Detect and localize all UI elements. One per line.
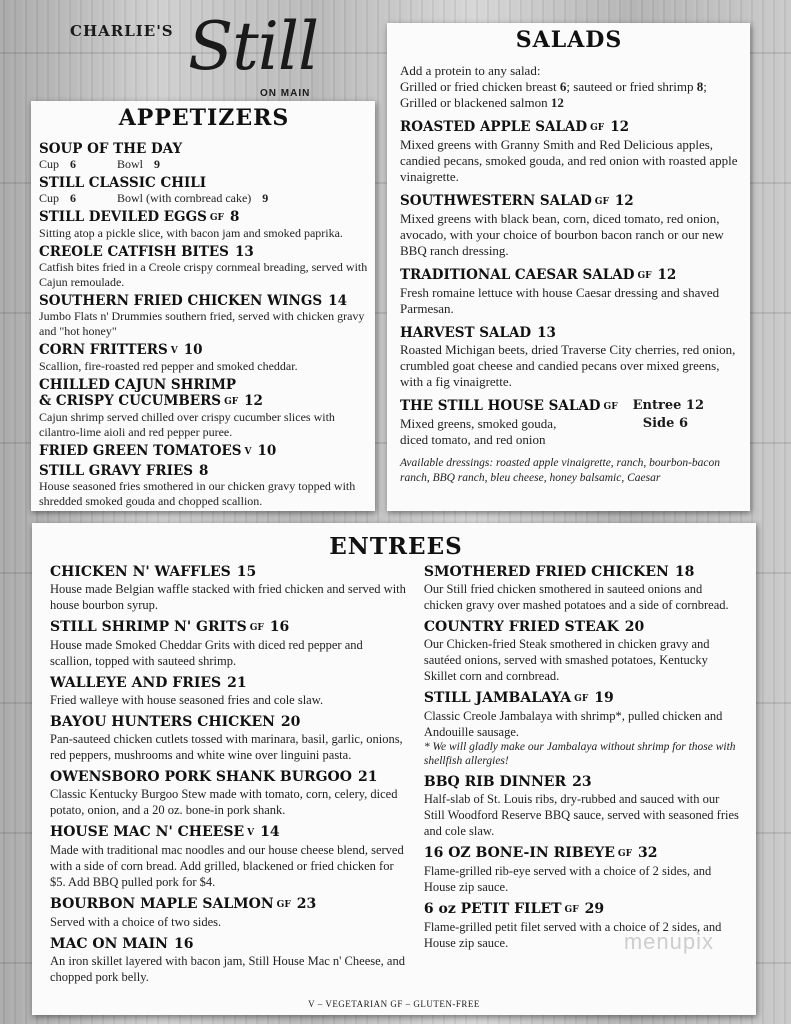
- item-name: TRADITIONAL CAESAR SALAD GF 12: [400, 267, 677, 283]
- item-desc: Sitting atop a pickle slice, with bacon jam and smoked paprika.: [39, 226, 343, 240]
- item-name: BAYOU HUNTERS CHICKEN 20: [50, 714, 301, 730]
- item-desc: House made Belgian waffle stacked with fried chicken and served with house bourbon syrup.: [50, 582, 406, 612]
- item-desc: Made with traditional mac noodles and our house cheese blend, served with a side of corn bread. Add grilled, blackened or fried chicken for $5. Add BBQ pulled pork for $4.: [50, 843, 404, 889]
- item-desc: Mixed greens, smoked gouda, diced tomato, and red onion: [400, 416, 557, 447]
- watermark: menupix: [623, 929, 714, 954]
- entrees-left-column: [50, 564, 408, 991]
- menu-item: [50, 675, 408, 708]
- item-name: HOUSE MAC N' CHEESE V 14: [50, 824, 280, 840]
- item-desc: Served with a choice of two sides.: [50, 915, 222, 929]
- menu-item: [39, 175, 369, 206]
- item-name: SMOTHERED FRIED CHICKEN 18: [423, 564, 695, 580]
- item-name: STILL SHRIMP N' GRITS GF 16: [50, 619, 290, 635]
- logo-on-main: ON MAIN: [260, 88, 311, 99]
- item-name: THE STILL HOUSE SALAD GF: [400, 398, 618, 414]
- item-desc: An iron skillet layered with bacon jam, Still House Mac n' Cheese, and chopped pork belly.: [50, 954, 405, 984]
- item-name: SOUP OF THE DAY: [39, 141, 183, 157]
- item-name: STILL CLASSIC CHILI: [39, 175, 207, 191]
- house-entree-price: Entree 12: [632, 398, 704, 413]
- item-desc: Scallion, fire-roasted red pepper and smoked cheddar.: [39, 359, 298, 373]
- menu-item: [424, 619, 742, 684]
- house-side-price: Side 6: [642, 416, 688, 431]
- menu-item: [50, 896, 408, 930]
- item-note: * We will gladly make our Jambalaya without shrimp for those with shellfish allergies!: [423, 741, 736, 767]
- menu-item: [424, 564, 742, 613]
- dietary-legend: V – VEGETARIAN GF – GLUTEN-FREE: [308, 999, 480, 1009]
- item-desc: Mixed greens with black bean, corn, diced tomato, red onion, avocado, with your choice of bourbon bacon ranch or our new BBQ ranch dressing.: [400, 211, 724, 258]
- menu-item: [424, 690, 742, 768]
- item-desc: Mixed greens with Granny Smith and Red Delicious apples, candied pecans, smoked gouda, and red onion with roasted apple vinaigrette.: [400, 137, 738, 184]
- item-name: 6 oz PETIT FILET GF 29: [423, 901, 605, 917]
- menu-item: [424, 774, 742, 839]
- item-name: BOURBON MAPLE SALMON GF 23: [50, 896, 317, 912]
- item-desc: Flame-grilled rib-eye served with a choice of 2 sides, and House zip sauce.: [423, 864, 712, 894]
- menu-item: [400, 267, 738, 317]
- menu-item-house-salad: [400, 398, 738, 448]
- salads-title: SALADS: [515, 27, 623, 53]
- menu-item: [50, 564, 408, 613]
- item-desc: Flame-grilled petit filet served with a choice of 2 sides, and House zip sauce.: [423, 920, 722, 950]
- logo-charlies: CHARLIE'S: [70, 22, 174, 40]
- menu-item: [50, 824, 408, 890]
- item-desc: Classic Kentucky Burgoo Stew made with tomato, corn, celery, diced potato, onion, and a 20 oz. bone-in pork shank.: [50, 787, 398, 817]
- item-name: HARVEST SALAD 13: [400, 325, 556, 341]
- item-name: BBQ RIB DINNER 23: [423, 774, 592, 790]
- item-name: STILL JAMBALAYA GF 19: [423, 690, 614, 706]
- item-name-line2: & CRISPY CUCUMBERS GF 12: [39, 393, 263, 409]
- item-name: CORN FRITTERS V 10: [39, 342, 203, 358]
- menu-item: [50, 619, 408, 669]
- menu-item: [39, 377, 369, 440]
- entrees-panel: [32, 523, 756, 1015]
- item-desc: House made Smoked Cheddar Grits with diced red pepper and scallion, topped with sauteed shrimp.: [50, 638, 363, 668]
- menu-item: [39, 244, 369, 290]
- item-name: CREOLE CATFISH BITES 13: [39, 244, 254, 260]
- logo-still: Still: [188, 8, 319, 85]
- menu-item: [39, 443, 369, 460]
- item-desc: Fried walleye with house seasoned fries and cole slaw.: [50, 693, 324, 707]
- item-desc: Pan-sauteed chicken cutlets tossed with marinara, basil, garlic, onions, red peppers, mushrooms and white wine over linguini pasta.: [50, 732, 403, 762]
- item-desc: Catfish bites fried in a Creole crispy cornmeal breading, served with Cajun remoulade.: [39, 260, 368, 289]
- item-desc: Half-slab of St. Louis ribs, dry-rubbed and sauced with our Still Woodford Reserve BBQ sauce, served with seasoned fries and cole slaw.: [423, 792, 739, 838]
- item-desc: House seasoned fries smothered in our chicken gravy topped with shredded smoked gouda and chopped scallion.: [39, 479, 356, 508]
- menu-item: [39, 209, 369, 241]
- menu-item: [50, 714, 408, 763]
- item-desc: Fresh romaine lettuce with house Caesar dressing and shaved Parmesan.: [400, 285, 720, 316]
- entrees-right-column: [424, 564, 742, 991]
- item-desc: Roasted Michigan beets, dried Traverse City cherries, red onion, crumbled goat cheese and candied pecans over mixed greens, with a fig vinaigrette.: [400, 342, 736, 389]
- item-desc: Cup 6 Bowl 9: [39, 157, 161, 171]
- menu-item: [39, 293, 369, 339]
- item-desc: Classic Creole Jambalaya with shrimp*, pulled chicken and Andouille sausage.: [423, 709, 723, 739]
- item-name: OWENSBORO PORK SHANK BURGOO 21: [50, 769, 378, 785]
- item-name: STILL DEVILED EGGS GF 8: [39, 209, 240, 225]
- item-desc: Our Still fried chicken smothered in sauteed onions and chicken gravy over mashed potatoes and a side of cornbread.: [423, 582, 729, 612]
- appetizers-title: APPETIZERS: [118, 105, 290, 131]
- available-dressings: Available dressings: roasted apple vinaigrette, ranch, bourbon-bacon ranch, BBQ ranch, bleu cheese, honey balsamic, Caesar: [400, 457, 721, 484]
- menu-item: [400, 325, 738, 390]
- appetizers-panel: [31, 101, 375, 511]
- menu-item: [50, 769, 408, 818]
- item-name: CHILLED CAJUN SHRIMP: [39, 377, 237, 393]
- item-name: FRIED GREEN TOMATOES V 10: [39, 443, 277, 459]
- salads-panel: [387, 23, 750, 511]
- item-desc: Our Chicken-fried Steak smothered in chicken gravy and sautéed onions, served with smashed potatoes, Kentucky Skillet corn and cornbread.: [423, 637, 710, 683]
- menu-item: [39, 141, 369, 172]
- menu-item: [39, 342, 369, 374]
- menu-item: [424, 845, 742, 895]
- entrees-title: ENTREES: [329, 533, 463, 560]
- salads-protein-intro: Add a protein to any salad: Grilled or fried chicken breast 6; sauteed or fried shrimp 8; Grilled or blackened salmon 12: [400, 63, 707, 110]
- item-name: SOUTHERN FRIED CHICKEN WINGS 14: [39, 293, 347, 309]
- restaurant-logo: [60, 8, 360, 108]
- item-name: ROASTED APPLE SALAD GF 12: [400, 119, 629, 135]
- menu-item: [39, 463, 369, 509]
- item-name: CHICKEN N' WAFFLES 15: [50, 564, 257, 580]
- menu-item: [400, 119, 738, 185]
- menu-item: [50, 936, 408, 985]
- item-name: SOUTHWESTERN SALAD GF 12: [400, 193, 634, 209]
- item-name: COUNTRY FRIED STEAK 20: [423, 619, 645, 635]
- item-name: STILL GRAVY FRIES 8: [39, 463, 209, 479]
- menu-item: [400, 193, 738, 259]
- item-name: 16 OZ BONE-IN RIBEYE GF 32: [423, 845, 658, 861]
- item-desc: Cup 6 Bowl (with cornbread cake) 9: [39, 191, 269, 205]
- item-desc: Jumbo Flats n' Drummies southern fried, served with chicken gravy and "hot honey": [39, 309, 365, 338]
- item-name: MAC ON MAIN 16: [50, 936, 194, 952]
- item-name: WALLEYE AND FRIES 21: [50, 675, 247, 691]
- item-desc: Cajun shrimp served chilled over crispy cucumber slices with cilantro-lime aioli and red pepper puree.: [39, 410, 335, 439]
